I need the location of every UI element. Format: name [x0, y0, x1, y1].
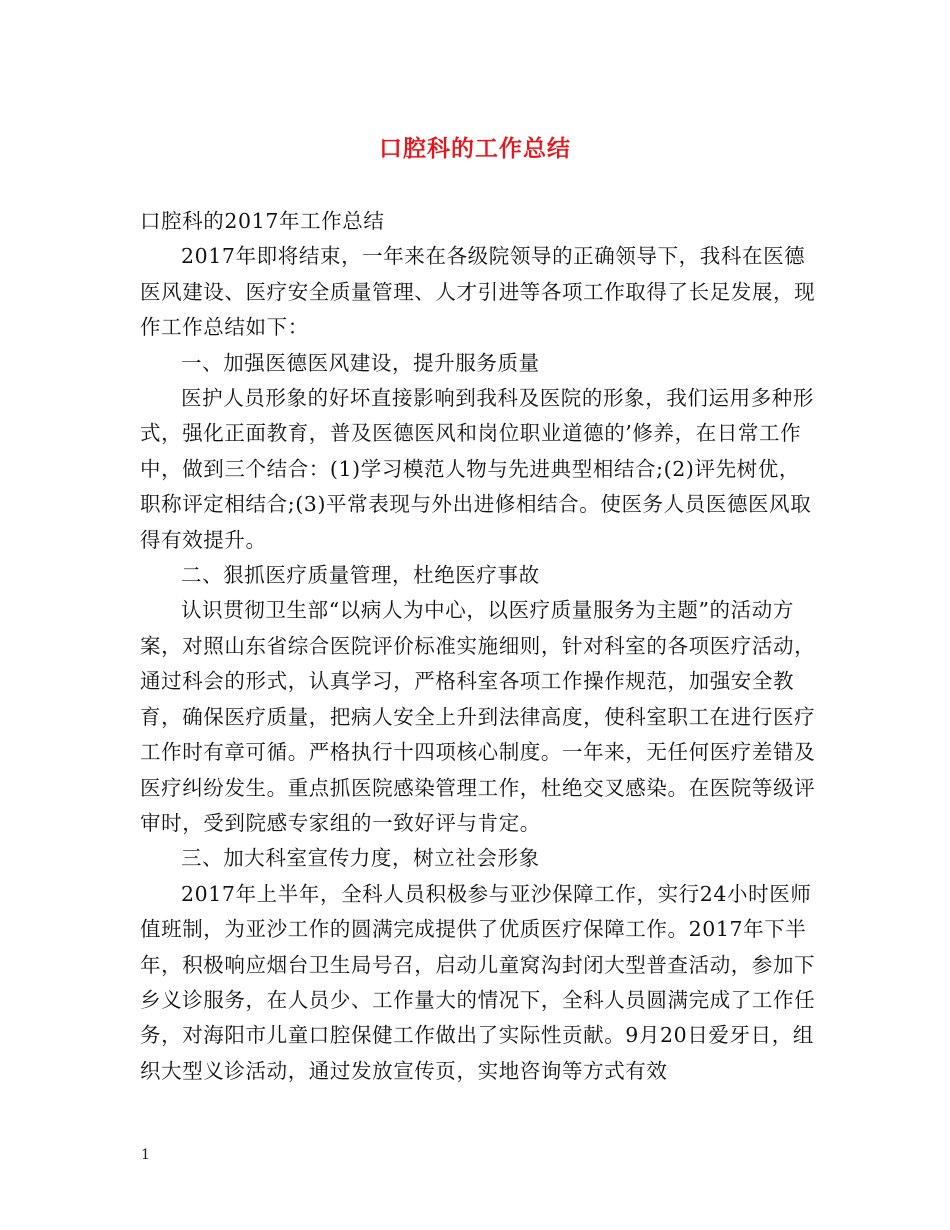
paragraph-section-1: 医护人员形象的好坏直接影响到我科及医院的形象，我们运用多种形式，强化正面教育，普及医德医风和岗位职业道德的’修养，在日常工作中，做到三个结合：(1)学习模范人物与先进典型相结合;(2)评先树优，职称评定相结合;(3)平常表现与外出进修相结合。使医务人员医德医风取得有效提升。: [140, 386, 814, 552]
document-body: [140, 204, 816, 1089]
paragraph-section-3: 2017年上半年，全科人员积极参与亚沙保障工作，实行24小时医师值班制，为亚沙工作的圆满完成提供了优质医疗保障工作。2017年下半年，积极响应烟台卫生局号召，启动儿童窝沟封闭大型普查活动，参加下乡义诊服务，在人员少、工作量大的情况下，全科人员圆满完成了工作任务，对海阳市儿童口腔保健工作做出了实际性贡献。9月20日爱牙日，组织大型义诊活动，通过发放宣传页，实地咨询等方式有效: [140, 881, 816, 1083]
page-number: 1: [141, 1147, 150, 1163]
paragraph-section-2: 认识贯彻卫生部“以病人为中心，以医疗质量服务为主题”的活动方案，对照山东省综合医院评价标准实施细则，针对科室的各项医疗活动，通过科会的形式，认真学习，严格科室各项工作操作规范，加强安全教育，确保医疗质量，把病人安全上升到法律高度，使科室职工在进行医疗工作时有章可循。严格执行十四项核心制度。一年来，无任何医疗差错及医疗纠纷发生。重点抓医院感染管理工作，杜绝交叉感染。在医院等级评审时，受到院感专家组的一致好评与肯定。: [140, 598, 816, 835]
document-title: 口腔科的工作总结: [379, 135, 571, 162]
paragraph-intro: 2017年即将结束，一年来在各级院领导的正确领导下，我科在医德医风建设、医疗安全质量管理、人才引进等各项工作取得了长足发展，现作工作总结如下：: [140, 244, 816, 340]
section-heading-2: 二、狠抓医疗质量管理，杜绝医疗事故: [181, 563, 540, 588]
section-heading-1: 一、加强医德医风建设，提升服务质量: [181, 350, 540, 375]
document-subtitle: 口腔科的2017年工作总结: [140, 209, 385, 233]
section-heading-3: 三、加大科室宣传力度，树立社会形象: [181, 846, 540, 871]
